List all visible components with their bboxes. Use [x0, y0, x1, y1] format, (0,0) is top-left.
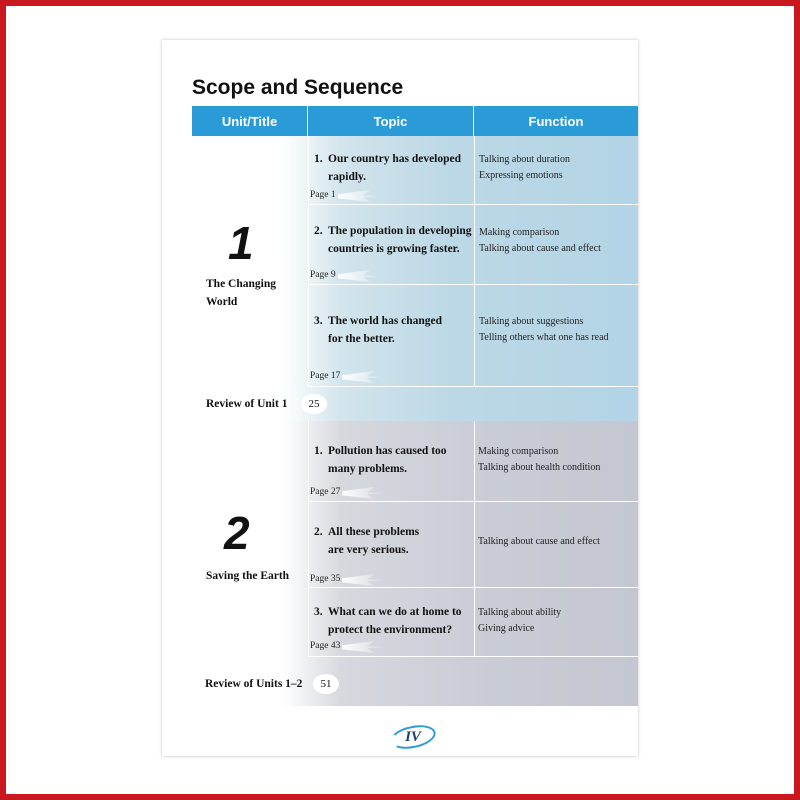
lesson-page: Page 27: [310, 487, 341, 497]
header-topic: Topic: [308, 106, 474, 136]
topic-line: protect the environment?: [328, 624, 453, 636]
lesson-topic: [314, 442, 447, 478]
lesson-topic: [314, 523, 419, 559]
lesson-page: Page 35: [310, 574, 341, 584]
lesson-number: 1.: [314, 153, 323, 165]
topic-line: The world has changed: [328, 315, 443, 327]
function-item: Talking about health condition: [478, 462, 601, 473]
column-divider: [474, 136, 475, 386]
unit-title-line: The Changing: [206, 278, 276, 290]
function-item: Telling others what one has read: [479, 332, 609, 343]
topic-line: are very serious.: [328, 544, 409, 556]
function-item: Talking about ability: [478, 607, 562, 618]
function-item: Talking about cause and effect: [479, 243, 601, 254]
lesson-number: 3.: [314, 606, 323, 618]
unit-title-line: World: [206, 296, 238, 308]
function-item: Making comparison: [478, 446, 559, 457]
lesson-topic: [314, 603, 462, 639]
lesson-functions: [478, 444, 600, 476]
function-item: Giving advice: [478, 623, 535, 634]
row-divider: [308, 386, 638, 387]
topic-line: All these problems: [328, 526, 420, 538]
column-divider: [308, 421, 309, 656]
row-divider: [308, 204, 638, 205]
lesson-page: Page 1: [310, 190, 336, 200]
review-page-badge: 25: [301, 394, 327, 414]
review-label: Review of Unit 1: [206, 398, 288, 410]
lesson-page: Page 43: [310, 641, 341, 651]
lesson-number: 2.: [314, 526, 323, 538]
lesson-functions: [478, 605, 561, 637]
lesson-functions: [479, 225, 601, 257]
unit-title: [206, 275, 276, 311]
topic-line: Our country has developed: [328, 153, 462, 165]
topic-line: rapidly.: [328, 171, 367, 183]
topic-line: The population in developing: [328, 225, 472, 237]
topic-line: for the better.: [328, 333, 395, 345]
lesson-functions: [478, 534, 600, 550]
topic-line: What can we do at home to: [328, 606, 462, 618]
page-number: [390, 726, 436, 748]
function-item: Making comparison: [479, 227, 560, 238]
table-header: [192, 106, 638, 136]
topic-line: many problems.: [328, 463, 408, 475]
lesson-topic: [314, 150, 461, 186]
page-title: Scope and Sequence: [192, 76, 404, 99]
function-item: Expressing emotions: [479, 170, 563, 181]
topic-line: Pollution has caused too: [328, 445, 447, 457]
lesson-number: 1.: [314, 445, 323, 457]
book-page: [162, 40, 638, 756]
unit-title: [206, 567, 289, 585]
review-label: Review of Units 1–2: [205, 678, 303, 690]
lesson-topic: [314, 222, 471, 258]
row-divider: [308, 587, 638, 588]
lesson-functions: [479, 314, 609, 346]
unit-number: 1: [228, 217, 253, 269]
unit-number: 2: [224, 507, 249, 559]
lesson-functions: [479, 152, 570, 184]
page-number-text: IV: [405, 728, 421, 745]
review-page-badge: 51: [313, 674, 339, 694]
row-divider: [308, 284, 638, 285]
lesson-number: 2.: [314, 225, 323, 237]
unit-title-line: Saving the Earth: [206, 570, 290, 582]
lesson-topic: [314, 312, 442, 348]
function-item: Talking about cause and effect: [478, 536, 600, 547]
header-function: Function: [528, 113, 584, 129]
header-unit-title: Unit/Title: [192, 106, 308, 136]
column-divider: [308, 136, 309, 386]
function-item: Talking about suggestions: [479, 316, 584, 327]
lesson-page: Page 9: [310, 270, 336, 280]
row-divider: [308, 501, 638, 502]
lesson-page: Page 17: [310, 371, 341, 381]
row-divider: [308, 656, 638, 657]
topic-line: countries is growing faster.: [328, 243, 460, 255]
function-item: Talking about duration: [479, 154, 570, 165]
lesson-number: 3.: [314, 315, 323, 327]
column-divider: [474, 421, 475, 656]
